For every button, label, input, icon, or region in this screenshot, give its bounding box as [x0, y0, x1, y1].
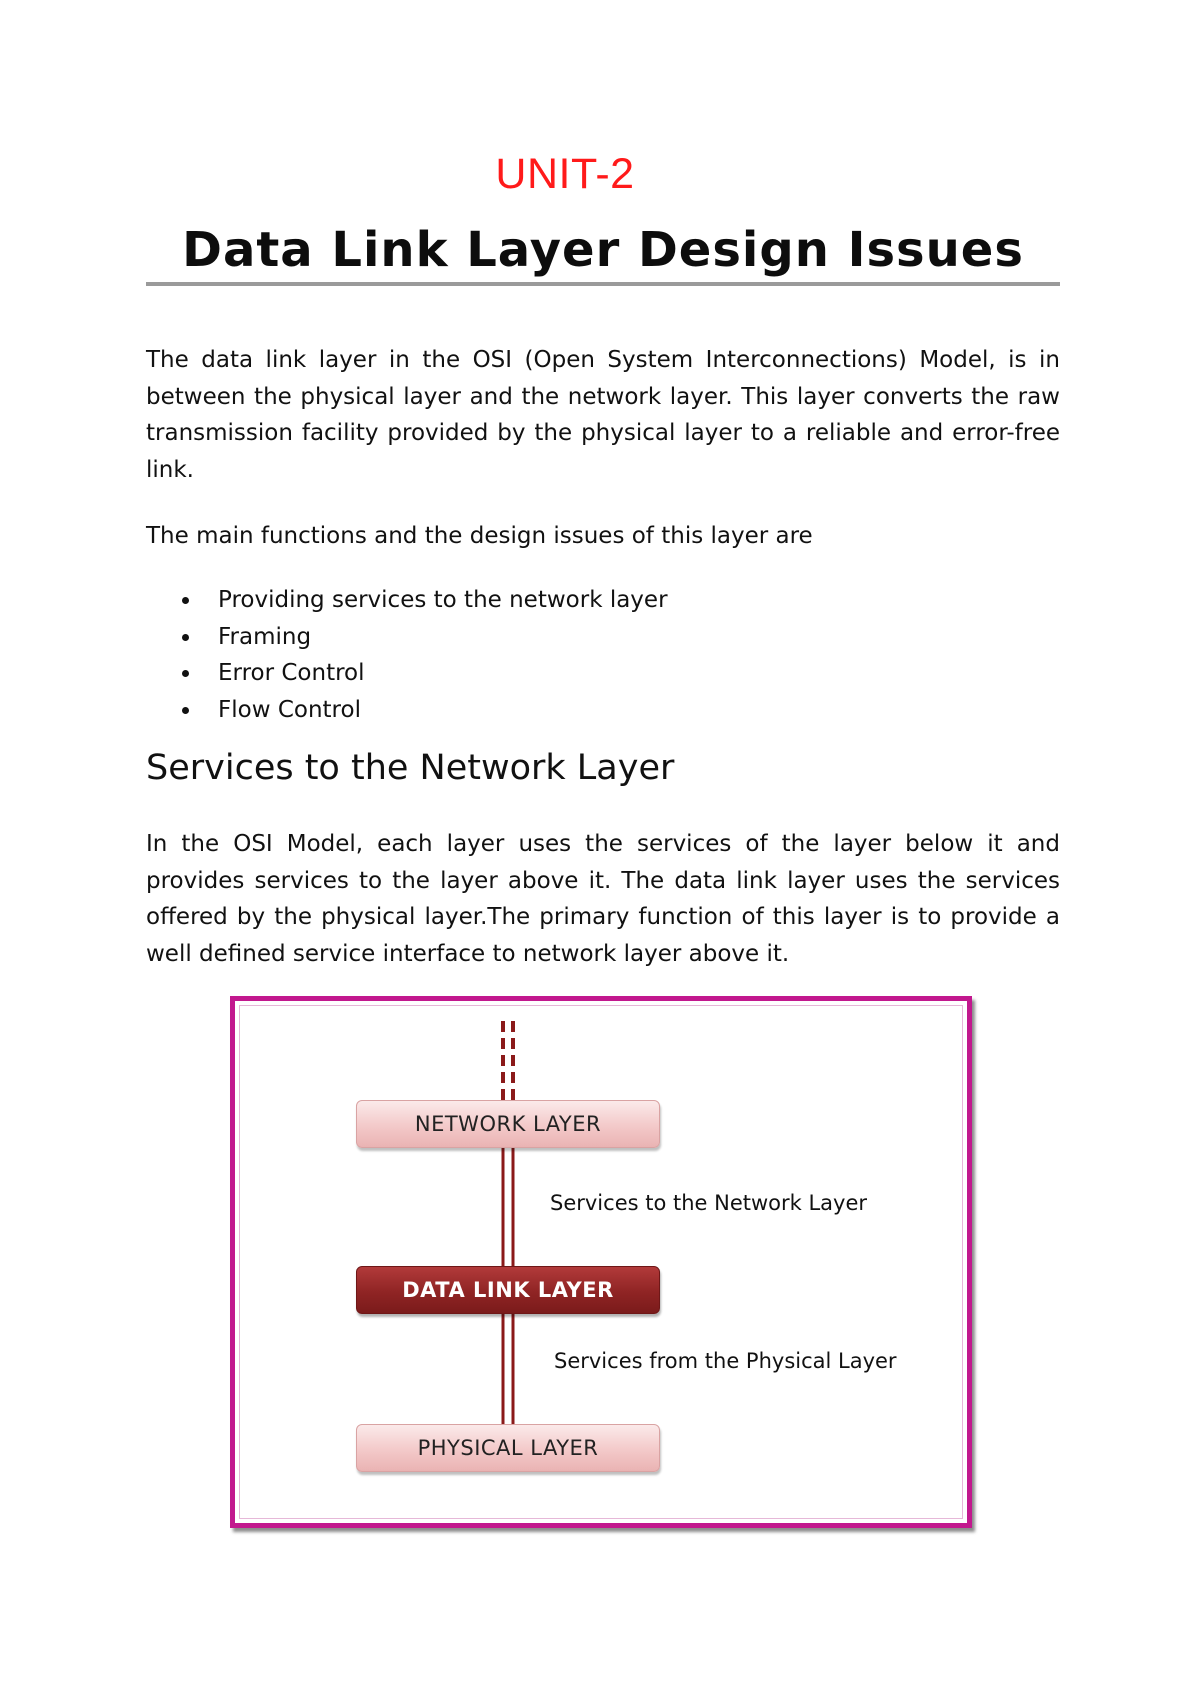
list-item-text: Framing — [218, 623, 312, 650]
list-item — [146, 692, 668, 729]
list-item — [146, 582, 668, 619]
physical-layer-box — [356, 1424, 660, 1472]
list-item-text: Providing services to the network layer — [218, 587, 668, 613]
bullet-icon — [182, 670, 189, 677]
bullet-icon — [182, 707, 189, 714]
data-link-layer-box — [356, 1266, 660, 1314]
intro-paragraph: The data link layer in the OSI (Open System Interconnections) Model, is in between the physical layer and the network layer. This layer converts the raw transmission facility provided by the physical layer to a reliable and error-free link. — [146, 347, 1060, 483]
list-item-text: Error Control — [218, 660, 365, 686]
bullet-icon — [182, 634, 189, 641]
services-to-network-label: Services to the Network Layer — [550, 1191, 868, 1215]
heading-underline — [146, 282, 1060, 286]
bullet-icon — [182, 597, 189, 604]
network-layer-label: NETWORK LAYER — [414, 1112, 602, 1136]
layer-diagram — [230, 996, 972, 1528]
unit-title: UNIT-2 — [495, 150, 635, 198]
section-paragraph: In the OSI Model, each layer uses the services of the layer below it and provides services to the layer above it. The data link layer uses the services offered by the physical layer.The primary function of this layer is to provide a well defined service interface to network layer above it. — [146, 831, 1060, 967]
services-from-physical-label: Services from the Physical Layer — [554, 1349, 897, 1373]
page-title: Data Link Layer Design Issues — [182, 222, 1024, 278]
section-heading: Services to the Network Layer — [146, 748, 675, 788]
physical-layer-label: PHYSICAL LAYER — [417, 1436, 599, 1460]
functions-list — [146, 582, 668, 728]
list-item-text: Flow Control — [218, 696, 361, 723]
list-item — [146, 619, 668, 656]
data-link-layer-label: DATA LINK LAYER — [402, 1278, 614, 1302]
functions-intro: The main functions and the design issues of this layer are — [146, 523, 813, 549]
list-item — [146, 655, 668, 692]
network-layer-box — [356, 1100, 660, 1148]
